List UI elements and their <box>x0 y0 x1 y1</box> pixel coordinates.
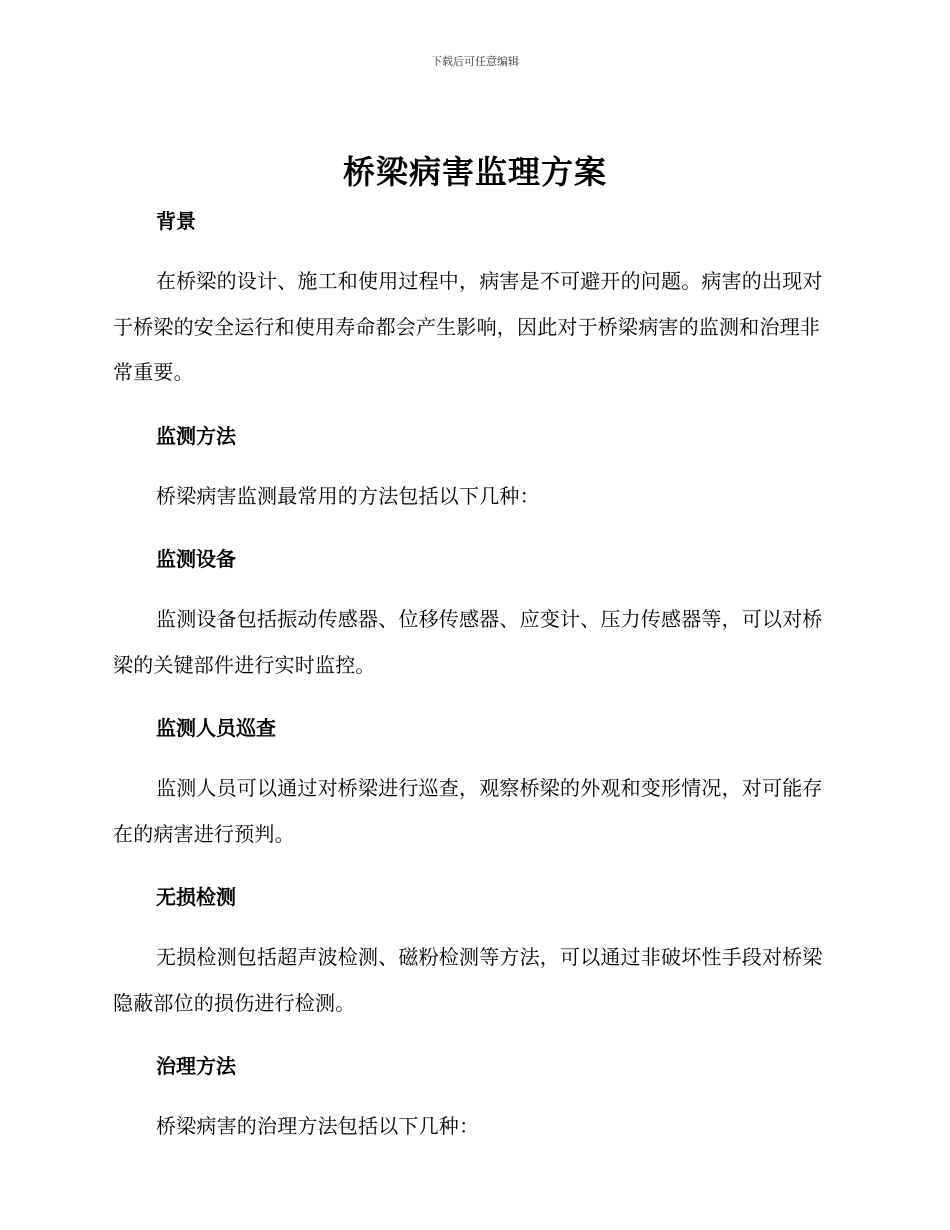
section-paragraph: 无损检测包括超声波检测、磁粉检测等方法，可以通过非破坏性手段对桥梁隐蔽部位的损伤进行检测。 <box>113 945 823 1015</box>
section-paragraph: 监测人员可以通过对桥梁进行巡查，观察桥梁的外观和变形情况，对可能存在的病害进行预判。 <box>113 776 823 846</box>
section-heading: 监测方法 <box>156 423 236 448</box>
section-monitoring-equipment <box>113 541 833 710</box>
section-background <box>113 203 833 418</box>
section-treatment-methods <box>113 1048 833 1150</box>
section-personnel-inspection <box>113 710 833 879</box>
section-heading: 背景 <box>156 209 196 233</box>
section-heading: 监测人员巡查 <box>156 716 276 740</box>
section-paragraph: 桥梁病害监测最常用的方法包括以下几种： <box>156 483 540 508</box>
section-paragraph: 在桥梁的设计、施工和使用过程中，病害是不可避开的问题。病害的出现对于桥梁的安全运行和使用寿命都会产生影响，因此对于桥梁病害的监测和治理非常重要。 <box>113 269 823 384</box>
section-monitoring-methods <box>113 418 833 542</box>
section-heading: 治理方法 <box>156 1054 236 1078</box>
document-title: 桥梁病害监理方案 <box>342 153 607 191</box>
section-paragraph: 监测设备包括振动传感器、位移传感器、应变计、压力传感器等，可以对桥梁的关键部件进行实时监控。 <box>113 607 823 677</box>
section-nondestructive-testing <box>113 879 833 1048</box>
document-body <box>113 203 833 1150</box>
section-paragraph: 桥梁病害的治理方法包括以下几种： <box>156 1114 480 1138</box>
section-heading: 监测设备 <box>156 547 236 571</box>
page-header-note: 下载后可任意编辑 <box>431 55 519 68</box>
section-heading: 无损检测 <box>156 885 236 909</box>
